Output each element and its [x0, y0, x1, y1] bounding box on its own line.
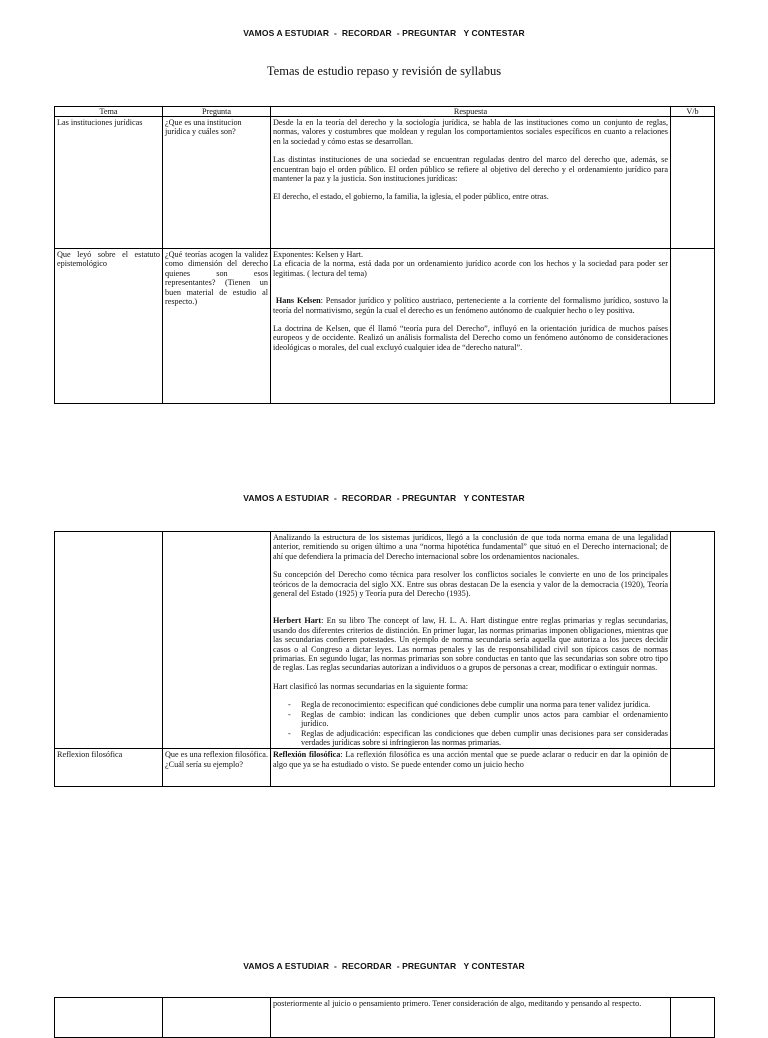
pregunta-cell	[163, 117, 271, 249]
col-header-tema: Tema	[55, 107, 163, 117]
pregunta-cell	[163, 249, 271, 404]
respuesta-paragraph	[273, 296, 668, 315]
tema-cell	[55, 117, 163, 249]
tema-cell	[55, 749, 163, 787]
vb-cell	[671, 998, 715, 1038]
study-table-page3	[54, 997, 715, 1038]
table-row	[55, 532, 715, 749]
tema-text: Reflexion filosófica	[57, 750, 123, 760]
tema-cell	[55, 532, 163, 749]
respuesta-paragraph: posteriormente al juicio o pensamiento primero. Tener consideración de algo, meditando y pensando al respecto.	[273, 999, 642, 1008]
respuesta-paragraph: El derecho, el estado, el gobierno, la familia, la iglesia, el poder público, entre otras.	[273, 192, 549, 202]
respuesta-cell	[271, 998, 671, 1038]
respuesta-paragraph: Su concepción del Derecho como técnica para resolver los conflictos sociales le convierte en uno de los principales teóricos de la democracia del siglo XX. Entre sus obras destacan De la esencia y valor de la democracia (1920), Teoría general del Estado (1925) y Teoría pura del Derecho (1935).	[273, 570, 668, 599]
secondary-rules-list	[273, 700, 668, 747]
tema-text: Que leyó sobre el estatuto epistemológico	[57, 250, 160, 269]
respuesta-paragraph: Desde la en la teoría del derecho y la sociología jurídica, se habla de las instituciones como un conjunto de reglas, normas, valores y costumbres que moldean y regulan los comportamientos sociales específicos en cuanto a relaciones en la sociedad y cómo estas se desarrollan.	[273, 118, 668, 146]
page-header-3: VAMOS A ESTUDIAR - RECORDAR - PREGUNTAR Y CONTESTAR	[243, 961, 525, 971]
list-item: - Regla de reconocimiento: especifican qué condiciones debe cumplir una norma para tener validez jurídica.	[301, 700, 668, 709]
author-name: Hans Kelsen	[275, 296, 321, 306]
page-header-2: VAMOS A ESTUDIAR - RECORDAR - PREGUNTAR Y CONTESTAR	[243, 493, 525, 503]
respuesta-text: : En su libro The concept of law, H. L. A. Hart distingue entre reglas primarias y reglas secundarias, usando dos diferentes criterios de distinción. En primer lugar, las normas primarias imponen obligaciones, mientras que las secundarias confieren potestades. Un ejemplo de norma secundaria sería aquella que autoriza a los jueces decidir casos o al Congreso a dictar leyes. Las normas penales y las de responsabilidad civil son típicos casos de normas primarias. En segundo lugar, las normas primarias son sobre conductas en tanto que las secundarias son sobre otro tipo de reglas. Las reglas secundarias autorizan a individuos o a grupos de personas a crear, modificar o extinguir normas.	[273, 616, 668, 673]
respuesta-paragraph	[273, 750, 668, 769]
respuesta-paragraph: Exponentes: Kelsen y Hart.	[273, 250, 364, 259]
author-name: Herbert Hart	[273, 616, 322, 626]
respuesta-text: : Pensador jurídico y político austriaco, perteneciente a la corriente del formalismo jurídico, sostuvo la teoría del normativismo, según la cual el derecho es un fenómeno autónomo de cualquier hecho o ley positiva.	[273, 296, 668, 315]
vb-cell	[671, 532, 715, 749]
table-row	[55, 249, 715, 404]
table-header-row	[55, 107, 715, 117]
col-header-pregunta: Pregunta	[163, 107, 271, 117]
respuesta-paragraph: Analizando la estructura de los sistemas jurídicos, llegó a la conclusión de que toda norma emana de una legalidad anterior, remitiendo su origen último a una “norma hipotética fundamental” que situó en el Derecho internacional; de ahí que defendiera la primacía del Derecho internacional sobre los ordenamientos nacionales.	[273, 533, 668, 561]
study-table-page2	[54, 531, 715, 787]
tema-cell	[55, 998, 163, 1038]
tema-cell	[55, 249, 163, 404]
respuesta-paragraph	[273, 616, 668, 672]
study-table-page1	[54, 106, 715, 404]
table-row	[55, 117, 715, 249]
respuesta-paragraph: La doctrina de Kelsen, que él llamó “teoría pura del Derecho”, influyó en la orientación jurídica de muchos países europeos y de occidente. Realizó un análisis formalista del Derecho como un fenómeno autónomo de consideraciones ideológicas o morales, del cual excluyó cualquier idea de “derecho natural”.	[273, 324, 668, 352]
col-header-vb: V/b	[671, 107, 715, 117]
respuesta-cell	[271, 532, 671, 749]
respuesta-text: : La reflexión filosófica es una acción mental que se puede aclarar o reducir en dar la opinión de algo que ya se ha estudiado o visto. Se puede entender como un juicio hecho	[273, 750, 668, 769]
respuesta-cell	[271, 117, 671, 249]
pregunta-cell	[163, 532, 271, 749]
respuesta-paragraph: La eficacia de la norma, está dada por un ordenamiento jurídico acorde con los hechos y la sociedad para poder ser legitimas. ( lectura del tema)	[273, 259, 668, 278]
table-row	[55, 749, 715, 787]
pregunta-text: ¿Que es una institucion jurídica y cuáles son?	[165, 118, 242, 137]
tema-text: Las instituciones jurídicas	[57, 118, 143, 127]
respuesta-paragraph: Hart clasificó las normas secundarias en la siguiente forma:	[273, 681, 469, 691]
table-row	[55, 998, 715, 1038]
pregunta-text: Que es una reflexion filosófica. ¿Cuál sería su ejemplo?	[165, 750, 268, 769]
respuesta-cell	[271, 249, 671, 404]
page-header-1: VAMOS A ESTUDIAR - RECORDAR - PREGUNTAR Y CONTESTAR	[243, 28, 525, 38]
pregunta-cell	[163, 749, 271, 787]
vb-cell	[671, 249, 715, 404]
respuesta-cell	[271, 749, 671, 787]
vb-cell	[671, 749, 715, 787]
document-subtitle: Temas de estudio repaso y revisión de syllabus	[266, 64, 502, 78]
pregunta-text: ¿Qué teorías acogen la validez como dimensión del derecho quienes son esos representantes? (Tienen un buen material de estudio al respecto.)	[165, 250, 268, 307]
list-item: - Reglas de cambio: indican las condiciones que deben cumplir unos actos para cambiar el ordenamiento jurídico.	[301, 710, 668, 729]
list-item: - Reglas de adjudicación: especifican las condiciones que deben cumplir unas decisiones para ser consideradas verdades jurídicas sobre si infringieron las normas primarias.	[301, 729, 668, 748]
vb-cell	[671, 117, 715, 249]
pregunta-cell	[163, 998, 271, 1038]
col-header-respuesta: Respuesta	[271, 107, 671, 117]
term-name: Reflexión filosófica	[273, 750, 341, 760]
respuesta-paragraph: Las distintas instituciones de una sociedad se encuentran reguladas dentro del marco del derecho que, además, se encuentran bajo el orden público. El orden público se refiere al objetivo del derecho y el ordenamiento jurídico para mantener la paz y la justicia. Son instituciones jurídicas:	[273, 155, 668, 184]
